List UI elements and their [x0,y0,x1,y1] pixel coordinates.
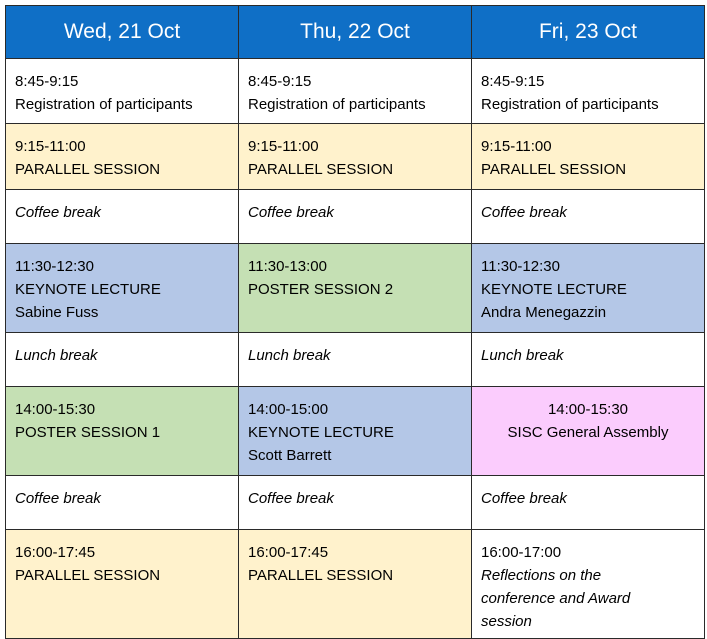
schedule-row-lunch-break [6,333,705,387]
session-title: PARALLEL SESSION [248,161,394,178]
schedule-row-registration [6,59,705,124]
session-cell [472,387,705,476]
break-cell: Coffee break [239,476,472,530]
break-cell: Coffee break [239,190,472,244]
session-cell [239,59,472,124]
session-time: 14:00-15:30 [15,401,96,418]
session-time: 11:30-12:30 [15,258,94,275]
session-title: PARALLEL SESSION [15,567,161,584]
session-cell [472,530,705,639]
session-cell [239,387,472,476]
break-cell: Coffee break [6,476,239,530]
session-cell [472,124,705,190]
session-time: 8:45-9:15 [15,73,79,90]
break-cell: Lunch break [472,333,705,387]
break-cell: Lunch break [6,333,239,387]
schedule-row-coffee-break [6,476,705,530]
session-title: KEYNOTE LECTURE [248,424,394,441]
session-title: KEYNOTE LECTURE [15,281,161,298]
session-time: 14:00-15:00 [248,401,329,418]
session-cell [472,59,705,124]
day-header-fri: Fri, 23 Oct [472,6,705,59]
day-header-thu: Thu, 22 Oct [239,6,472,59]
session-time: 16:00-17:00 [481,544,562,561]
day-header-wed: Wed, 21 Oct [6,6,239,59]
schedule-row-coffee-break [6,190,705,244]
session-title: Registration of participants [248,96,426,113]
session-time: 9:15-11:00 [481,138,552,155]
session-title: KEYNOTE LECTURE [481,281,627,298]
header-row [6,6,705,59]
session-title: SISC General Assembly [507,424,669,441]
session-title: POSTER SESSION 2 [248,281,394,298]
session-cell [239,530,472,639]
session-time: 16:00-17:45 [15,544,96,561]
schedule-row-late-afternoon [6,530,705,639]
session-time: 11:30-12:30 [481,258,560,275]
session-speaker: Andra Menegazzin [481,304,607,321]
break-cell: Lunch break [239,333,472,387]
session-time: 14:00-15:30 [547,401,629,418]
schedule-table [5,5,705,639]
session-cell [6,124,239,190]
session-title-line: Reflections on the [481,567,602,584]
session-title-line: session [481,613,532,630]
session-title: PARALLEL SESSION [15,161,161,178]
session-cell [472,244,705,333]
schedule-row-late-morning [6,244,705,333]
session-title: PARALLEL SESSION [248,567,394,584]
session-time: 8:45-9:15 [248,73,312,90]
schedule-container [5,5,705,639]
session-title: PARALLEL SESSION [481,161,627,178]
session-cell [239,244,472,333]
session-cell [6,244,239,333]
session-time: 9:15-11:00 [15,138,86,155]
session-cell [239,124,472,190]
break-cell: Coffee break [472,190,705,244]
session-time: 9:15-11:00 [248,138,319,155]
session-cell [6,59,239,124]
schedule-row-parallel-morning [6,124,705,190]
schedule-row-early-afternoon [6,387,705,476]
session-title-line: conference and Award [481,590,631,607]
session-speaker: Scott Barrett [248,447,332,464]
session-cell [6,387,239,476]
session-time: 8:45-9:15 [481,73,545,90]
session-title: POSTER SESSION 1 [15,424,161,441]
session-speaker: Sabine Fuss [15,304,99,321]
session-title: Registration of participants [481,96,659,113]
session-title: Registration of participants [15,96,193,113]
session-cell [6,530,239,639]
session-time: 11:30-13:00 [248,258,327,275]
break-cell: Coffee break [472,476,705,530]
session-time: 16:00-17:45 [248,544,329,561]
break-cell: Coffee break [6,190,239,244]
